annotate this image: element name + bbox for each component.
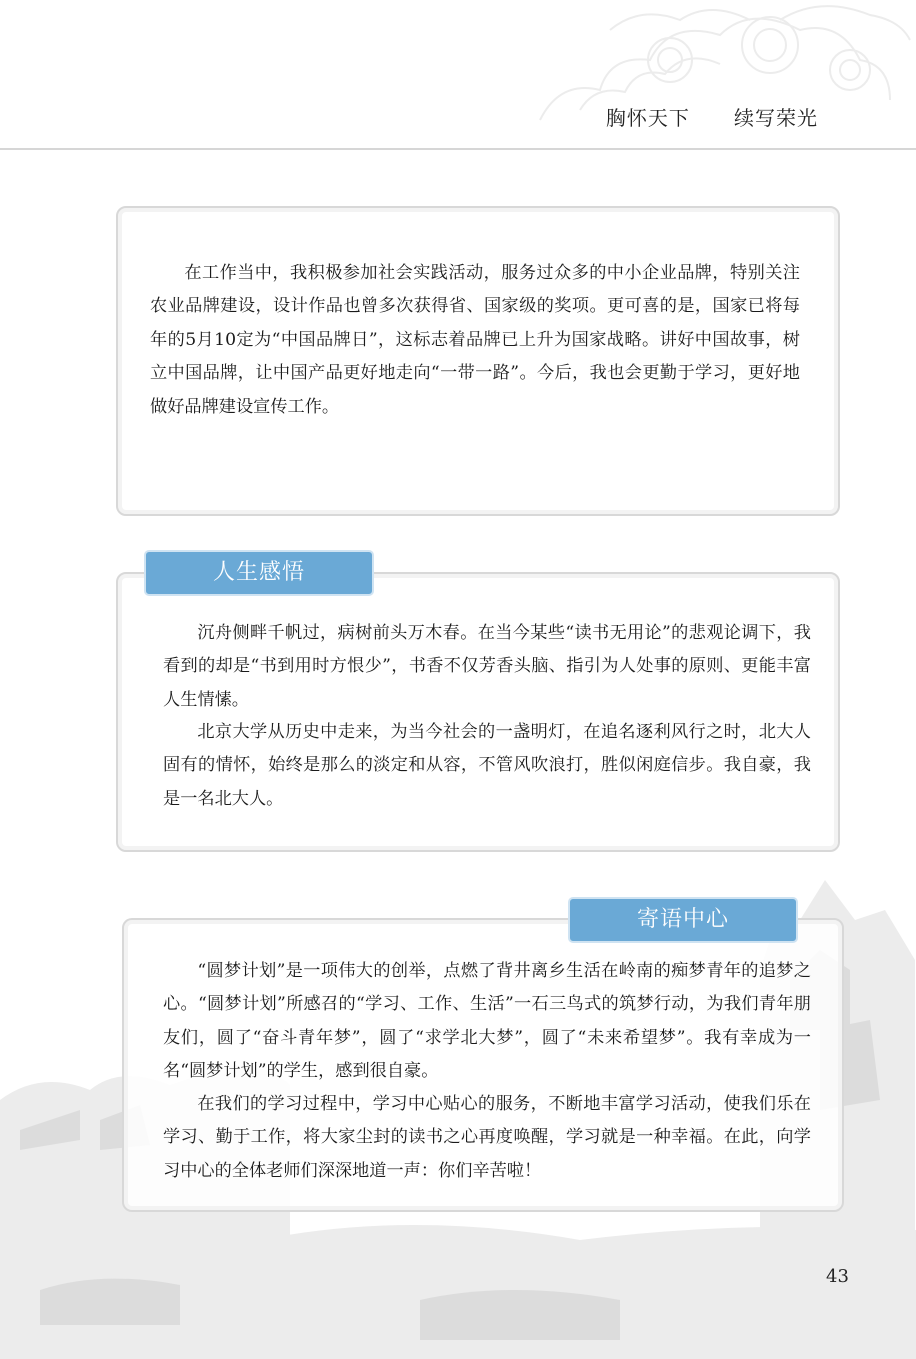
section-label-message-to-center: 寄语中心 (568, 897, 798, 943)
work-experience-paragraph: 在工作当中，我积极参加社会实践活动，服务过众多的中小企业品牌，特别关注农业品牌建设，设计作品也曾多次获得省、国家级的奖项。更可喜的是，国家已将每年的5月10定为“中国品牌日”，这标志着品牌已上升为国家战略。讲好中国故事，树立中国品牌，让中国产品更好地走向“一带一路”。今后，我也会更勤于学习，更好地做好品牌建设宣传工作。 (150, 263, 800, 417)
section-label-life-insight: 人生感悟 (144, 550, 374, 596)
life-insight-paragraph-1: 沉舟侧畔千帆过，病树前头万木春。在当今某些“读书无用论”的悲观论调下，我看到的却是“书到用时方恨少”，书香不仅芳香头脑、指引为人处事的原则、更能丰富人生情愫。 (163, 623, 811, 710)
header-divider (0, 148, 916, 150)
message-to-center-paragraph-2: 在我们的学习过程中，学习中心贴心的服务，不断地丰富学习活动，使我们乐在学习、勤于工作，将大家尘封的读书之心再度唤醒，学习就是一种幸福。在此，向学习中心的全体老师们深深地道一声：你们辛苦啦！ (163, 1094, 811, 1181)
page-header-title: 胸怀天下 续写荣光 (605, 106, 818, 130)
page-number: 43 (826, 1266, 849, 1287)
message-to-center-paragraph-1: “圆梦计划”是一项伟大的创举，点燃了背井离乡生活在岭南的痴梦青年的追梦之心。“圆梦计划”所感召的“学习、工作、生活”一石三鸟式的筑梦行动，为我们青年朋友们，圆了“奋斗青年梦”，圆了“求学北大梦”，圆了“未来希望梦”。我有幸成为一名“圆梦计划”的学生，感到很自豪。 (163, 961, 811, 1082)
life-insight-paragraph-2: 北京大学从历史中走来，为当今社会的一盏明灯，在追名逐利风行之时，北大人固有的情怀，始终是那么的淡定和从容，不管风吹浪打，胜似闲庭信步。我自豪，我是一名北大人。 (163, 722, 811, 809)
